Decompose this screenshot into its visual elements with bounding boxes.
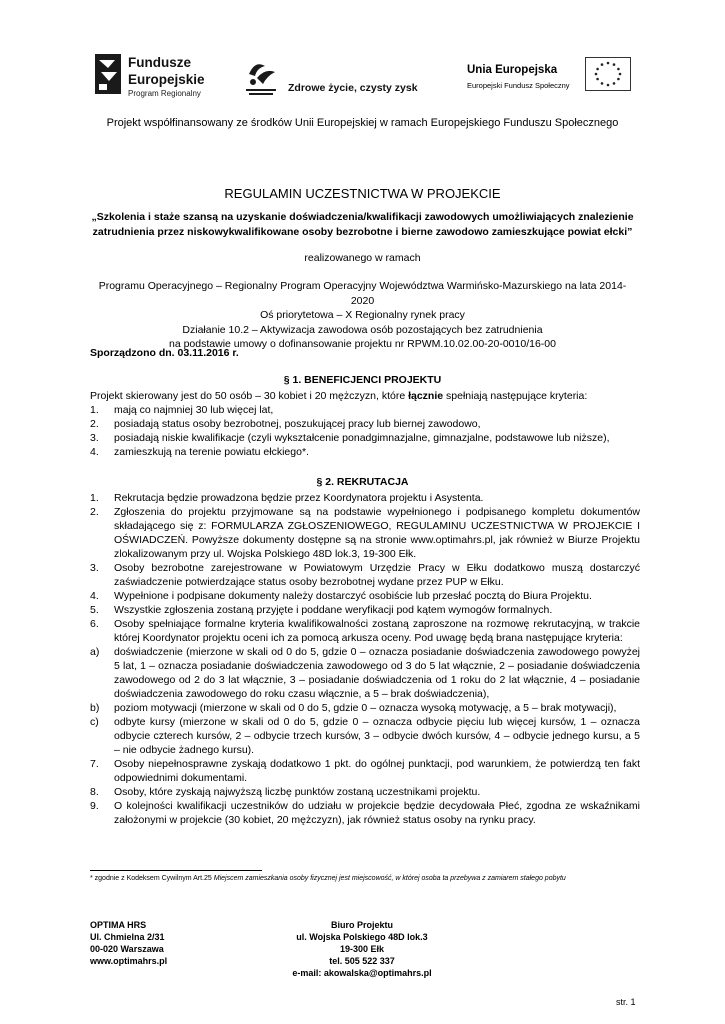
list-item bbox=[90, 715, 640, 757]
ue-line1: Unia Europejska bbox=[467, 64, 558, 76]
item-number: 9. bbox=[90, 800, 99, 812]
date-prepared: Sporządzono dn. 03.11.2016 r. bbox=[90, 347, 239, 359]
unia-europejska-logo bbox=[467, 57, 629, 97]
item-number: 7. bbox=[90, 758, 99, 770]
item-text: Zgłoszenia do projektu przyjmowane są na podstawie wypełnionego i podpisanego kompletu dokumentów składającego się z: FORMULARZA ZGŁOSZENIOWEGO, REGULAMINU UCZESTNICTWA W PROJEKCIE I OŚWIADCZEŃ. Powyższe dokumenty dostępne są na stronie www.optimahrs.pl, jak również w Biurze Projektu zlokalizowanym przy ul. Wojska Polskiego 48D lok.3, 19-300 Ełk. bbox=[114, 506, 640, 560]
section2-body bbox=[90, 491, 640, 827]
program-line: Działanie 10.2 – Aktywizacja zawodowa osób pozostających bez zatrudnienia bbox=[182, 323, 543, 336]
document-title: REGULAMIN UCZESTNICTWA W PROJEKCIE bbox=[224, 186, 501, 201]
intro-bold: łącznie bbox=[408, 390, 444, 402]
footer-office-phone: tel. 505 522 337 bbox=[329, 956, 395, 966]
section2-heading: § 2. REKRUTACJA bbox=[316, 476, 409, 488]
fe-line3: Program Regionalny bbox=[128, 89, 201, 98]
item-number: 3. bbox=[90, 562, 99, 574]
item-number: 2. bbox=[90, 418, 99, 430]
fundusze-europejskie-logo bbox=[95, 52, 215, 102]
list-item bbox=[90, 701, 640, 715]
list-item bbox=[90, 561, 640, 589]
item-text: Osoby niepełnosprawne zyskają dodatkowo 1 pkt. do ogólnej punktacji, pod warunkiem, że potwierdzą ten fakt odpowiednimi dokumentami. bbox=[114, 758, 640, 784]
program-info bbox=[90, 279, 635, 352]
footer-company bbox=[90, 919, 167, 967]
program-line: Oś priorytetowa – X Regionalny rynek pracy bbox=[260, 309, 465, 321]
item-text: Osoby, które zyskają najwyższą liczbę punktów zostaną uczestnikami projektu. bbox=[114, 786, 481, 798]
item-text: Wszystkie zgłoszenia zostaną przyjęte i poddane weryfikacji pod kątem wymogów formalnych. bbox=[114, 604, 553, 616]
footer-company-city: 00-020 Warszawa bbox=[90, 944, 164, 954]
logo-bar bbox=[95, 52, 635, 104]
item-text: posiadają niskie kwalifikacje (czyli wykształcenie ponadgimnazjalne, gimnazjalne, podstawowe lub niższe), bbox=[114, 432, 610, 444]
list-item bbox=[90, 799, 640, 827]
footnote-text: * zgodnie z Kodeksem Cywilnym Art.25 bbox=[90, 875, 214, 882]
ue-line2: Europejski Fundusz Społeczny bbox=[467, 81, 570, 90]
footnote-divider bbox=[90, 870, 262, 871]
item-number: 2. bbox=[90, 506, 99, 518]
intro-text: spełniają następujące kryteria: bbox=[443, 390, 588, 402]
list-item bbox=[90, 757, 640, 785]
item-text: odbyte kursy (mierzone w skali od 0 do 5, gdzie 0 – oznacza odbycie pięciu lub więcej kursów, 1 – oznacza odbycie czterech kursów, 2 – odbycie trzech kursów, 3 – odbycie dwóch kursów, 4 – odbycie jednego kursu, a 5 – nie odbycie żadnego kursu). bbox=[114, 716, 640, 756]
warmia-mazury-logo bbox=[243, 52, 443, 102]
item-number: 3. bbox=[90, 432, 99, 444]
item-number: b) bbox=[90, 702, 100, 714]
list-item bbox=[90, 491, 640, 505]
list-item bbox=[90, 645, 640, 701]
item-text: Wypełnione i podpisane dokumenty należy dostarczyć osobiście lub przesłać pocztą do Biura Projektu. bbox=[114, 590, 592, 602]
footer-company-website: www.optimahrs.pl bbox=[90, 956, 168, 966]
recruitment-list bbox=[90, 491, 640, 827]
item-text: Rekrutacja będzie prowadzona będzie przez Koordynatora projektu i Asystenta. bbox=[114, 492, 484, 504]
program-line: na podstawie umowy o dofinansowanie projektu nr RPWM.10.02.00-20-0010/16-00 bbox=[169, 338, 556, 350]
footer-office bbox=[262, 919, 462, 979]
fundusze-europejskie-icon bbox=[95, 54, 121, 94]
item-number: 1. bbox=[90, 404, 99, 416]
footnote-italic: Miejscem zamieszkania osoby fizycznej jest miejscowość, w której osoba ta przebywa z zamiarem stałego pobytu bbox=[213, 875, 566, 882]
list-item bbox=[90, 617, 640, 645]
item-number: 4. bbox=[90, 446, 99, 458]
item-number: 1. bbox=[90, 492, 99, 504]
criteria-list bbox=[90, 403, 640, 459]
cofinancing-note: Projekt współfinansowany ze środków Unii Europejskiej w ramach Europejskiego Funduszu Społecznego bbox=[106, 117, 619, 129]
footer-office-street: ul. Wojska Polskiego 48D lok.3 bbox=[296, 932, 428, 942]
item-text: Osoby bezrobotne zarejestrowane w Powiatowym Urzędzie Pracy w Ełku dodatkowo muszą dostarczyć zaświadczenie potwierdzające status osoby bezrobotnej wydane przez PUP w Ełku. bbox=[114, 562, 640, 588]
project-name: „Szkolenia i staże szansą na uzyskanie doświadczenia/kwalifikacji zawodowych umożliwiających znalezienie zatrudnienia przez niskowykwalifikowane osoby bezrobotne i bierne zawodowo zamieszkujące powiat ełcki” bbox=[91, 211, 634, 238]
list-item bbox=[90, 589, 640, 603]
intro-text: Projekt skierowany jest do 50 osób – 30 kobiet i 20 mężczyzn, które bbox=[90, 390, 409, 402]
footer-office-email: e-mail: akowalska@optimahrs.pl bbox=[292, 968, 432, 978]
item-text: posiadają status osoby bezrobotnej, poszukującej pracy lub biernej zawodowo, bbox=[114, 418, 481, 430]
eu-flag-icon bbox=[585, 57, 631, 91]
item-text: Osoby spełniające formalne kryteria kwalifikowalności zostaną zaproszone na rozmowę rekrutacyjną, w trakcie której Koordynator projektu oceni ich za pomocą arkusza oceny. Pod uwagę będą brana następujące kryteria: bbox=[114, 618, 640, 644]
section1-intro bbox=[90, 389, 640, 403]
item-number: 6. bbox=[90, 618, 99, 630]
fe-line1: Fundusze bbox=[128, 55, 191, 70]
list-item bbox=[90, 505, 640, 561]
fe-line2: Europejskie bbox=[128, 72, 205, 87]
page-number: str. 1 bbox=[616, 997, 636, 1007]
footer-company-street: Ul. Chmielna 2/31 bbox=[90, 932, 165, 942]
warmia-mazury-icon bbox=[243, 58, 279, 96]
item-number: 5. bbox=[90, 604, 99, 616]
list-item bbox=[90, 445, 640, 459]
item-number: c) bbox=[90, 716, 99, 728]
footer-office-title: Biuro Projektu bbox=[330, 920, 393, 930]
wm-slogan: Zdrowe życie, czysty zysk bbox=[288, 82, 418, 94]
section1-heading: § 1. BENEFICJENCI PROJEKTU bbox=[283, 374, 442, 386]
item-number: 8. bbox=[90, 786, 99, 798]
footer-office-city: 19-300 Ełk bbox=[339, 944, 385, 954]
program-line: Programu Operacyjnego – Regionalny Program Operacyjny Województwa Warmińsko-Mazurskiego na lata 2014-2020 bbox=[98, 280, 627, 307]
item-text: mają co najmniej 30 lub więcej lat, bbox=[114, 404, 274, 416]
item-text: poziom motywacji (mierzone w skali od 0 do 5, gdzie 0 – oznacza wysoką motywację, a 5 – brak motywacji), bbox=[114, 702, 617, 714]
list-item bbox=[90, 417, 640, 431]
list-item bbox=[90, 785, 640, 799]
section1-body bbox=[90, 389, 640, 459]
footer-company-name: OPTIMA HRS bbox=[90, 920, 147, 930]
item-number: a) bbox=[90, 646, 100, 658]
item-text: O kolejności kwalifikacji uczestników do udziału w projekcie będzie decydowała Płeć, zgodna ze wskaźnikami założonymi w projekcie (30 kobiet, 20 mężczyzn), jak również status osoby na rynku pracy. bbox=[114, 800, 640, 826]
item-number: 4. bbox=[90, 590, 99, 602]
item-text: doświadczenie (mierzone w skali od 0 do 5, gdzie 0 – oznacza posiadanie doświadczenia zawodowego powyżej 5 lat, 1 – oznacza posiadanie doświadczenia zawodowego od 3 do 5 lat włącznie, 2 – posiadanie doświadczenia zawodowego od 2 do 3 lat włącznie, 3 – posiadanie doświadczenia od 1 roku do 2 lat włącznie, 4 – posiadanie doświadczenia zawodowego do roku czasu włącznie, a 5 – brak doświadczenia), bbox=[114, 646, 640, 700]
list-item bbox=[90, 431, 640, 445]
item-text: zamieszkują na terenie powiatu ełckiego*. bbox=[114, 446, 309, 458]
list-item bbox=[90, 403, 640, 417]
realized-label: realizowanego w ramach bbox=[304, 252, 421, 264]
footnote bbox=[90, 874, 650, 883]
list-item bbox=[90, 603, 640, 617]
